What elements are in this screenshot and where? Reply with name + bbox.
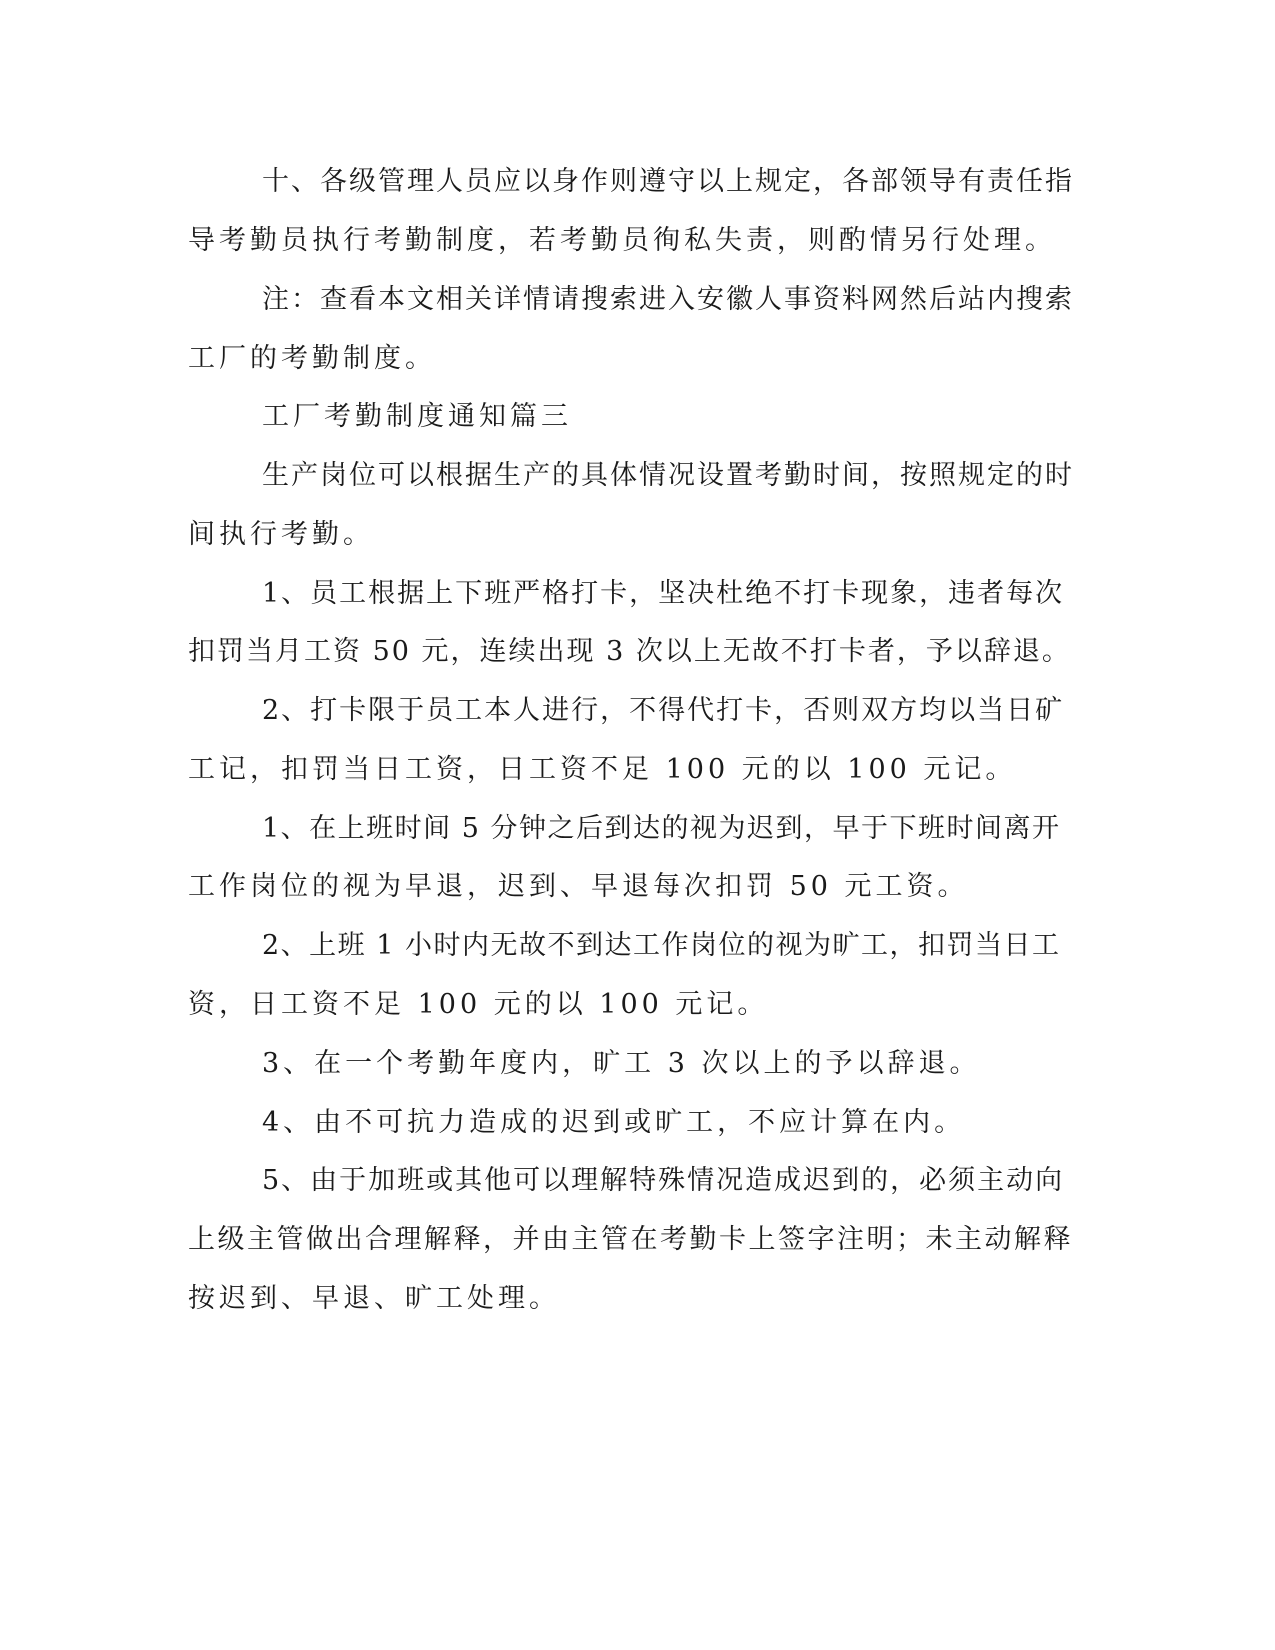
paragraph-line: 十、各级管理人员应以身作则遵守以上规定，各部领导有责任指 xyxy=(262,166,1074,197)
paragraph-line: 4、由不可抗力造成的迟到或旷工，不应计算在内。 xyxy=(262,1107,966,1138)
paragraph-line: 注：查看本文相关详情请搜索进入安徽人事资料网然后站内搜索 xyxy=(262,284,1074,315)
paragraph-line: 5、由于加班或其他可以理解特殊情况造成迟到的，必须主动向 xyxy=(262,1165,1065,1196)
paragraph-line: 按迟到、早退、旷工处理。 xyxy=(188,1283,560,1314)
paragraph-line: 上级主管做出合理解释，并由主管在考勤卡上签字注明；未主动解释 xyxy=(188,1224,1073,1255)
paragraph-line: 扣罚当月工资 50 元，连续出现 3 次以上无故不打卡者，予以辞退。 xyxy=(188,636,1071,667)
paragraph-line: 生产岗位可以根据生产的具体情况设置考勤时间，按照规定的时 xyxy=(262,460,1074,491)
paragraph-line: 2、打卡限于员工本人进行，不得代打卡，否则双方均以当日矿 xyxy=(262,695,1065,726)
section-heading: 工厂考勤制度通知篇三 xyxy=(262,401,572,432)
paragraph-line: 资，日工资不足 100 元的以 100 元记。 xyxy=(188,989,769,1020)
paragraph-line: 间执行考勤。 xyxy=(188,519,374,550)
paragraph-line: 2、上班 1 小时内无故不到达工作岗位的视为旷工，扣罚当日工 xyxy=(262,930,1061,961)
paragraph-line: 1、在上班时间 5 分钟之后到达的视为迟到，早于下班时间离开 xyxy=(262,813,1061,844)
paragraph-line: 工记，扣罚当日工资，日工资不足 100 元的以 100 元记。 xyxy=(188,754,1017,785)
paragraph-line: 工厂的考勤制度。 xyxy=(188,343,436,374)
paragraph-line: 1、员工根据上下班严格打卡，坚决杜绝不打卡现象，违者每次 xyxy=(262,578,1065,609)
paragraph-line: 工作岗位的视为早退，迟到、早退每次扣罚 50 元工资。 xyxy=(188,871,969,902)
paragraph-line: 导考勤员执行考勤制度，若考勤员徇私失责，则酌情另行处理。 xyxy=(188,225,1056,256)
paragraph-line: 3、在一个考勤年度内，旷工 3 次以上的予以辞退。 xyxy=(262,1048,981,1079)
